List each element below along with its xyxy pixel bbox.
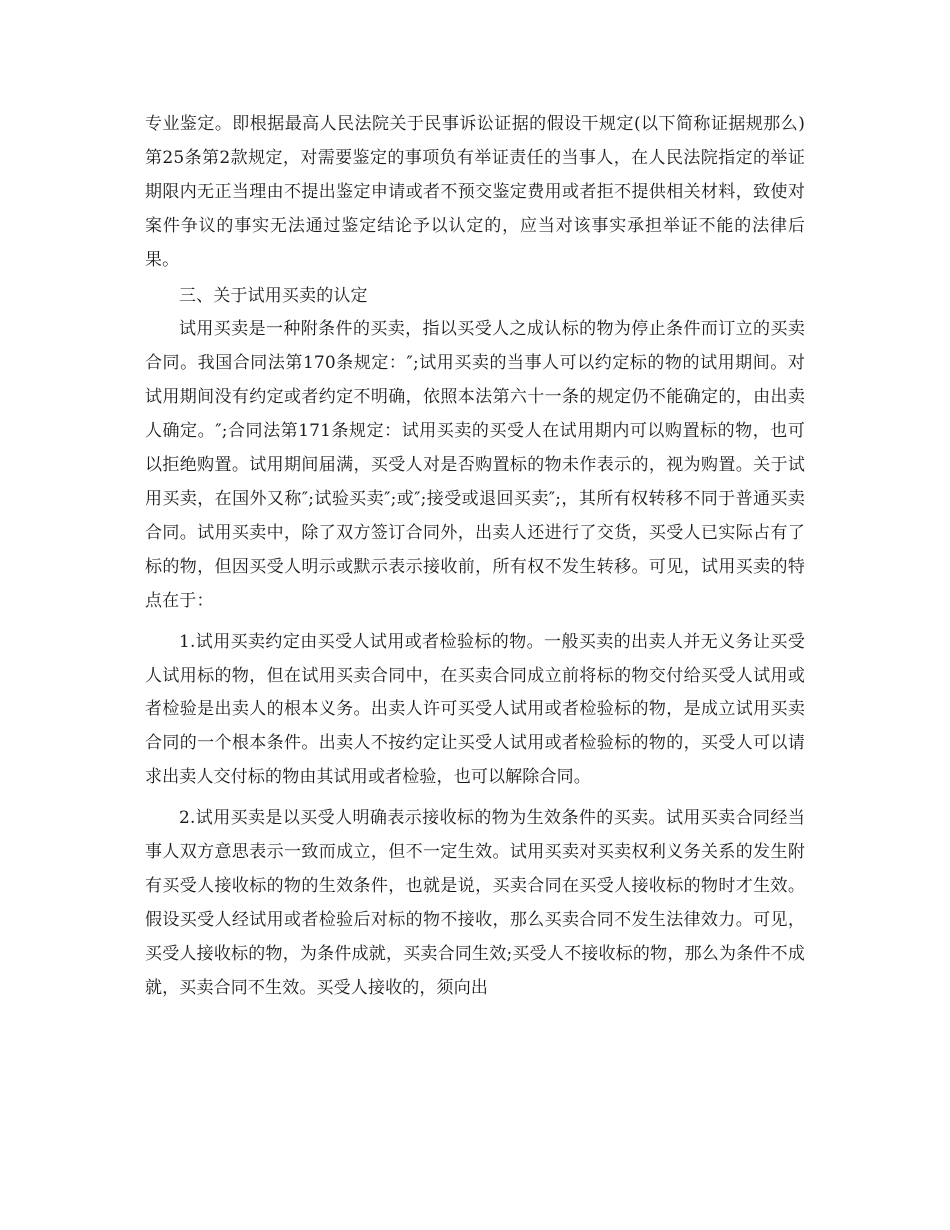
paragraph-point-1: 1.试用买卖约定由买受人试用或者检验标的物。一般买卖的出卖人并无义务让买受人试用标的物，但在试用买卖合同中，在买卖合同成立前将标的物交付给买受人试用或者检验是出卖人的根本义务。出卖人许可买受人试用或者检验标的物，是成立试用买卖合同的一个根本条件。出卖人不按约定让买受人试用或者检验标的物的，买受人可以请求出卖人交付标的物由其试用或者检验，也可以解除合同。 [145, 631, 805, 788]
paragraph-trial-sale-definition: 试用买卖是一种附条件的买卖，指以买受人之成认标的物为停止条件而订立的买卖合同。我国合同法第170条规定：″;试用买卖的当事人可以约定标的物的试用期间。对试用期间没有约定或者约定不明确，依照本法第六十一条的规定仍不能确定的，由出卖人确定。″;合同法第171条规定：试用买卖的买受人在试用期内可以购置标的物，也可以拒绝购置。试用期间届满，买受人对是否购置标的物未作表示的，视为购置。关于试用买卖，在国外又称″;试验买卖″;或″;接受或退回买卖″;，其所有权转移不同于普通买卖合同。试用买卖中，除了双方签订合同外，出卖人还进行了交货，买受人已实际占有了标的物，但因买受人明示或默示表示接收前，所有权不发生转移。可见，试用买卖的特点在于： [145, 319, 805, 611]
paragraph-point-2: 2.试用买卖是以买受人明确表示接收标的物为生效条件的买卖。试用买卖合同经当事人双方意思表示一致而成立，但不一定生效。试用买卖对买卖权利义务关系的发生附有买受人接收标的物的生效条件，也就是说，买卖合同在买受人接收标的物时才生效。假设买受人经试用或者检验后对标的物不接收，那么买卖合同不发生法律效力。可见，买受人接收标的物，为条件成就，买卖合同生效;买受人不接收标的物，那么为条件不成就，买卖合同不生效。买受人接收的，须向出 [145, 808, 805, 998]
document-page [145, 108, 805, 1006]
section-heading-trial-sale: 三、关于试用买卖的认定 [179, 285, 368, 306]
paragraph-expert-appraisal: 专业鉴定。即根据最高人民法院关于民事诉讼证据的假设干规定(以下简称证据规那么)第25条第2款规定，对需要鉴定的事项负有举证责任的当事人，在人民法院指定的举证期限内无正当理由不提出鉴定申请或者不预交鉴定费用或者拒不提供相关材料，致使对案件争议的事实无法通过鉴定结论予以认定的，应当对该事实承担举证不能的法律后果。 [145, 114, 805, 270]
